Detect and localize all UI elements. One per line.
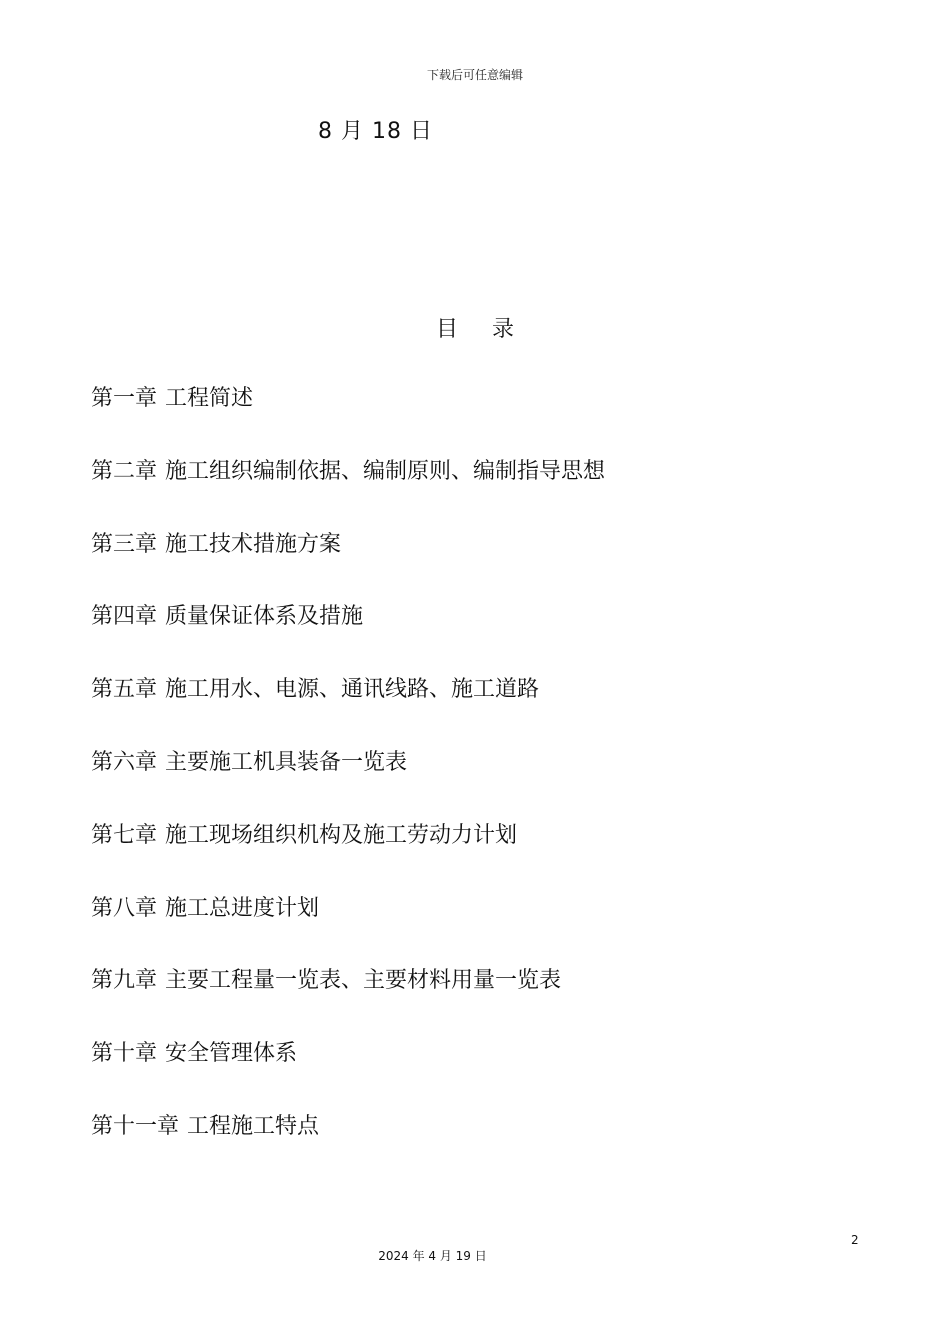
toc-item[interactable]: [91, 817, 605, 890]
toc-chapter-number: 第一章: [91, 386, 158, 411]
toc-title-part2: 录: [492, 317, 515, 342]
toc-chapter-title: 质量保证体系及措施: [165, 604, 364, 630]
toc-item[interactable]: [91, 890, 605, 963]
toc-chapter-number: 第九章: [91, 968, 158, 994]
toc-list: [91, 380, 605, 1181]
toc-title-part1: 目: [435, 317, 458, 342]
header-note: 下载后可任意编辑: [426, 68, 523, 82]
toc-item[interactable]: [91, 598, 605, 671]
toc-item[interactable]: [91, 526, 605, 599]
toc-item[interactable]: [91, 1108, 605, 1181]
toc-chapter-number: 第三章: [91, 531, 158, 557]
toc-chapter-number: 第五章: [91, 677, 158, 703]
toc-chapter-title: 施工用水、电源、通讯线路、施工道路: [165, 677, 540, 703]
footer-date: 2024 年 4 月 19 日: [378, 1249, 487, 1263]
toc-chapter-number: 第六章: [91, 749, 158, 775]
toc-item[interactable]: [91, 744, 605, 817]
toc-chapter-title: 工程施工特点: [187, 1113, 320, 1139]
toc-chapter-title: 施工技术措施方案: [165, 531, 342, 557]
toc-chapter-title: 安全管理体系: [165, 1041, 298, 1067]
toc-chapter-number: 第二章: [91, 458, 158, 484]
toc-title: [0, 312, 950, 343]
date-line: 8 月 18 日: [318, 119, 433, 144]
toc-chapter-number: 第十一章: [91, 1113, 180, 1139]
toc-chapter-title: 施工总进度计划: [165, 895, 320, 921]
toc-chapter-title: 施工组织编制依据、编制原则、编制指导思想: [165, 458, 606, 484]
toc-item[interactable]: [91, 671, 605, 744]
toc-item[interactable]: [91, 453, 605, 526]
toc-chapter-title: 施工现场组织机构及施工劳动力计划: [165, 822, 518, 848]
toc-chapter-title: 主要工程量一览表、主要材料用量一览表: [165, 968, 562, 994]
page-number: 2: [851, 1233, 859, 1247]
toc-item[interactable]: [91, 380, 605, 453]
toc-item[interactable]: [91, 1035, 605, 1108]
toc-chapter-number: 第四章: [91, 604, 158, 630]
toc-chapter-title: 工程简述: [165, 386, 254, 411]
toc-chapter-title: 主要施工机具装备一览表: [165, 749, 408, 775]
toc-chapter-number: 第七章: [91, 822, 158, 848]
toc-item[interactable]: [91, 962, 605, 1035]
toc-chapter-number: 第八章: [91, 895, 158, 921]
toc-chapter-number: 第十章: [91, 1041, 158, 1067]
